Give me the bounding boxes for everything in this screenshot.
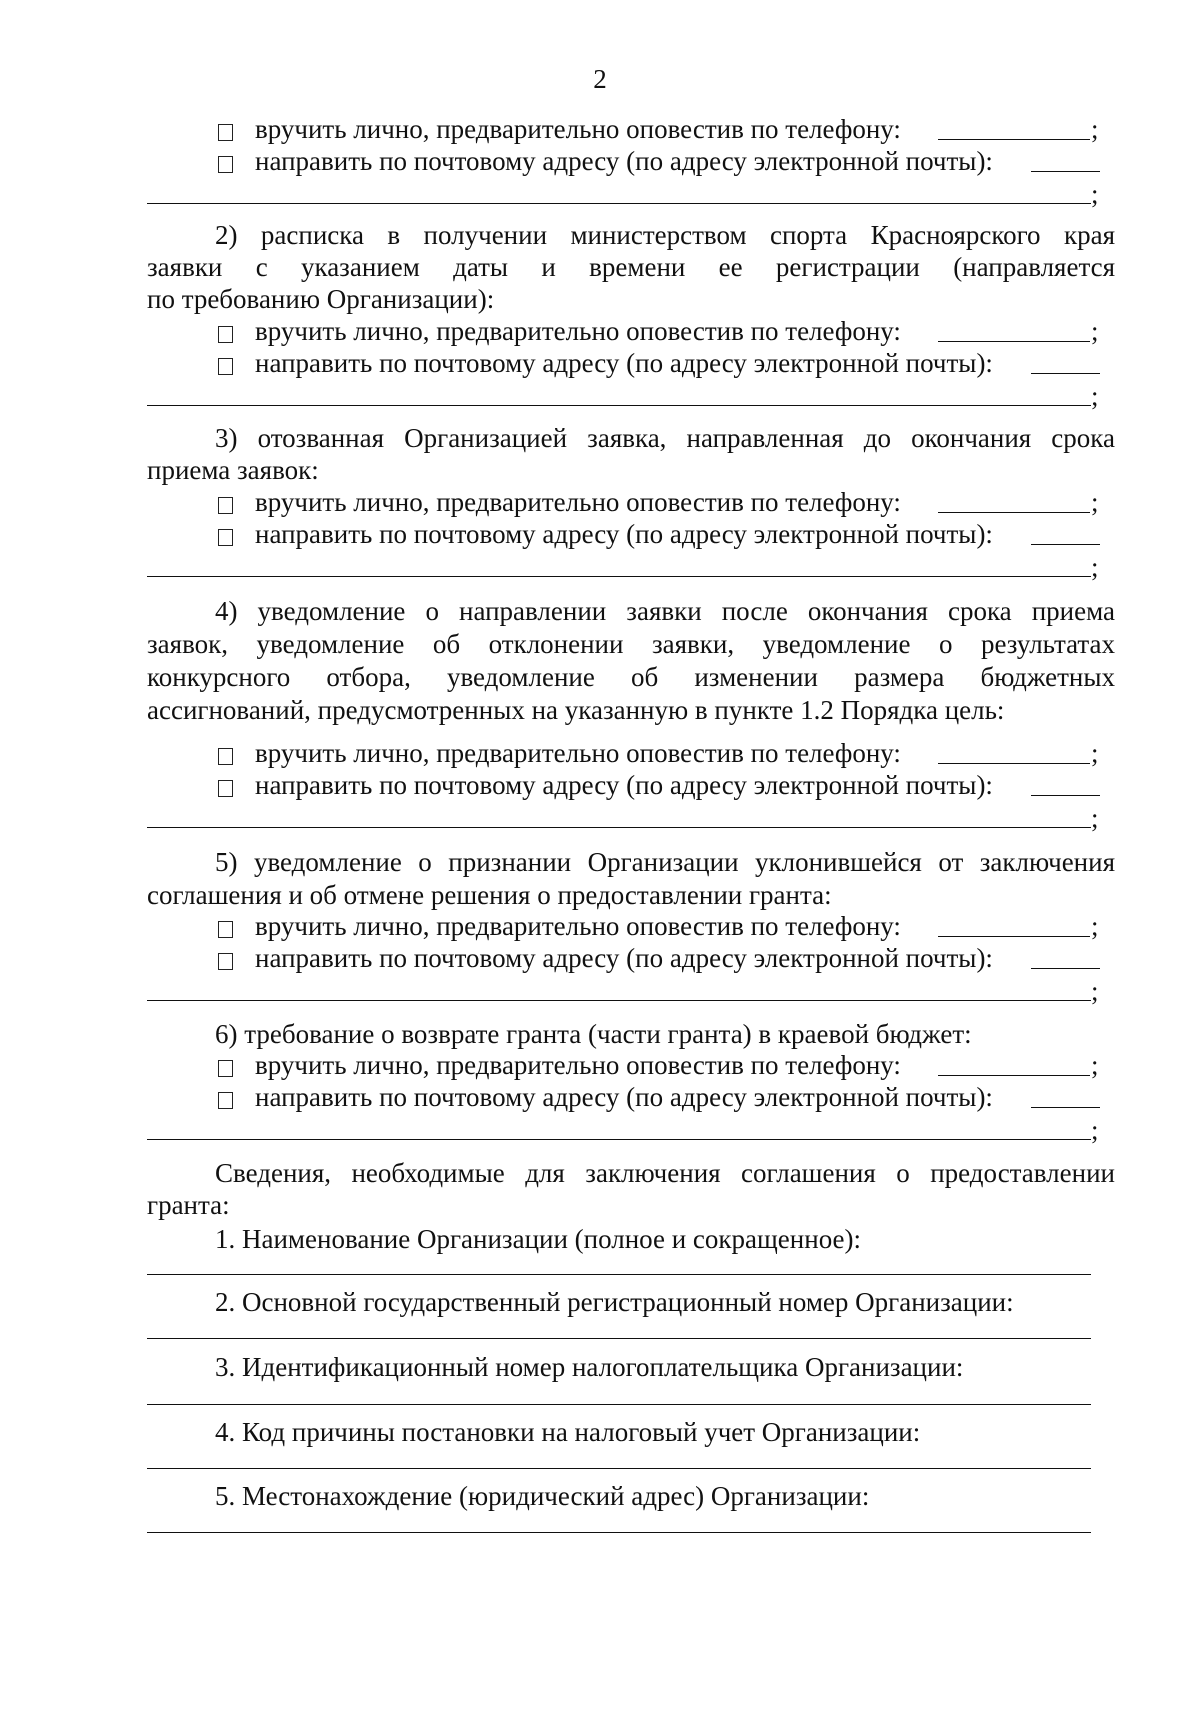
semicolon: ; (1091, 381, 1099, 411)
option-personal-2: вручить лично, предварительно оповестив по телефону: (255, 316, 901, 346)
address-field-4a[interactable] (1031, 795, 1100, 796)
address-field-6a[interactable] (1031, 1107, 1100, 1108)
item-3-line-1: 3) отозванная Организацией заявка, направленная до окончания срока (215, 423, 1115, 453)
semicolon: ; (1091, 487, 1099, 517)
semicolon: ; (1091, 911, 1099, 941)
checkbox-mail-4[interactable] (218, 780, 233, 797)
option-personal-5: вручить лично, предварительно оповестив по телефону: (255, 911, 901, 941)
item-4-line-2: заявок, уведомление об отклонении заявки, уведомление о результатах (147, 629, 1115, 659)
address-field-6b[interactable] (147, 1139, 1091, 1140)
semicolon: ; (1091, 1050, 1099, 1080)
item-2-line-3: по требованию Организации): (147, 284, 495, 314)
semicolon: ; (1091, 114, 1099, 144)
option-personal-3: вручить лично, предварительно оповестив по телефону: (255, 487, 901, 517)
item-4-line-4: ассигнований, предусмотренных на указанную в пункте 1.2 Порядка цель: (147, 695, 1005, 725)
item-5-line-1: 5) уведомление о признании Организации уклонившейся от заключения (215, 847, 1115, 877)
address-field-2a[interactable] (1031, 373, 1100, 374)
field-label-1: 1. Наименование Организации (полное и сокращенное): (215, 1224, 861, 1254)
address-field-4b[interactable] (147, 827, 1091, 828)
item-4-line-3: конкурсного отбора, уведомление об изменении размера бюджетных (147, 662, 1115, 692)
address-field-3a[interactable] (1031, 544, 1100, 545)
checkbox-personal-4[interactable] (218, 748, 233, 765)
item-5-line-2: соглашения и об отмене решения о предоставлении гранта: (147, 880, 832, 910)
address-field-3b[interactable] (147, 576, 1091, 577)
checkbox-personal-5[interactable] (218, 921, 233, 938)
semicolon: ; (1091, 976, 1099, 1006)
item-3-line-2: приема заявок: (147, 455, 319, 485)
checkbox-personal-6[interactable] (218, 1060, 233, 1077)
item-2-line-2: заявки с указанием даты и времени ее регистрации (направляется (147, 252, 1115, 282)
checkbox-mail-2[interactable] (218, 358, 233, 375)
checkbox-mail-6[interactable] (218, 1092, 233, 1109)
field-input-5[interactable] (147, 1532, 1091, 1533)
field-input-2[interactable] (147, 1338, 1091, 1339)
phone-field-2[interactable] (938, 341, 1090, 342)
item-6-line-1: 6) требование о возврате гранта (части гранта) в краевой бюджет: (215, 1019, 972, 1049)
option-mail-5: направить по почтовому адресу (по адресу электронной почты): (255, 943, 993, 973)
field-label-2: 2. Основной государственный регистрационный номер Организации: (215, 1287, 1014, 1317)
semicolon: ; (1091, 803, 1099, 833)
item-2-line-1: 2) расписка в получении министерством спорта Красноярского края (215, 220, 1115, 250)
field-label-5: 5. Местонахождение (юридический адрес) Организации: (215, 1481, 870, 1511)
field-input-1[interactable] (147, 1274, 1091, 1275)
option-mail-1: направить по почтовому адресу (по адресу электронной почты): (255, 146, 993, 176)
option-mail-2: направить по почтовому адресу (по адресу электронной почты): (255, 348, 993, 378)
checkbox-personal-3[interactable] (218, 497, 233, 514)
phone-field-3[interactable] (938, 512, 1090, 513)
page-number: 2 (593, 64, 607, 94)
phone-field-5[interactable] (938, 936, 1090, 937)
semicolon: ; (1091, 1115, 1099, 1145)
option-mail-4: направить по почтовому адресу (по адресу электронной почты): (255, 770, 993, 800)
option-personal-6: вручить лично, предварительно оповестив по телефону: (255, 1050, 901, 1080)
semicolon: ; (1091, 738, 1099, 768)
semicolon: ; (1091, 179, 1099, 209)
address-field-5a[interactable] (1031, 968, 1100, 969)
info-line-2: гранта: (147, 1190, 230, 1220)
address-field-2b[interactable] (147, 405, 1091, 406)
field-input-3[interactable] (147, 1404, 1091, 1405)
info-line-1: Сведения, необходимые для заключения соглашения о предоставлении (215, 1158, 1115, 1188)
checkbox-mail-3[interactable] (218, 529, 233, 546)
phone-field-1[interactable] (938, 139, 1090, 140)
field-input-4[interactable] (147, 1468, 1091, 1469)
address-field-5b[interactable] (147, 1000, 1091, 1001)
option-mail-3: направить по почтовому адресу (по адресу электронной почты): (255, 519, 993, 549)
item-4-line-1: 4) уведомление о направлении заявки после окончания срока приема (215, 596, 1115, 626)
address-field-1b[interactable] (147, 203, 1091, 204)
phone-field-4[interactable] (938, 763, 1090, 764)
field-label-4: 4. Код причины постановки на налоговый учет Организации: (215, 1417, 921, 1447)
option-personal-1: вручить лично, предварительно оповестив по телефону: (255, 114, 901, 144)
phone-field-6[interactable] (938, 1075, 1090, 1076)
checkbox-personal-1[interactable] (218, 124, 233, 141)
semicolon: ; (1091, 316, 1099, 346)
checkbox-personal-2[interactable] (218, 326, 233, 343)
address-field-1a[interactable] (1031, 171, 1100, 172)
checkbox-mail-5[interactable] (218, 953, 233, 970)
semicolon: ; (1091, 552, 1099, 582)
checkbox-mail-1[interactable] (218, 156, 233, 173)
option-personal-4: вручить лично, предварительно оповестив по телефону: (255, 738, 901, 768)
option-mail-6: направить по почтовому адресу (по адресу электронной почты): (255, 1082, 993, 1112)
field-label-3: 3. Идентификационный номер налогоплательщика Организации: (215, 1352, 964, 1382)
